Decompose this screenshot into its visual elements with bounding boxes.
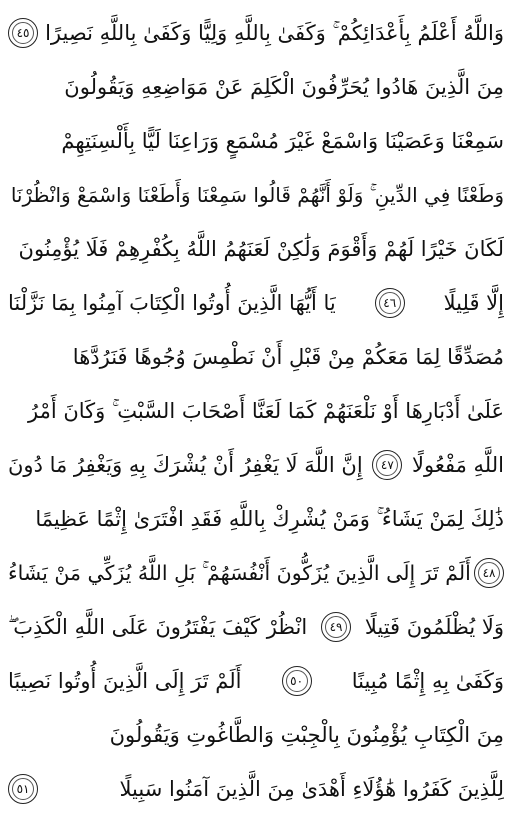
verse-line: [8, 168, 504, 222]
verse-text: أَلَمْ تَرَ إِلَى الَّذِينَ يُزَكُّونَ أَنْفُسَهُمْ ۚ بَلِ اللَّهُ يُزَكِّي مَنْ يَشَاءُ: [8, 560, 471, 585]
ayah-number-marker: ٥٠: [282, 666, 312, 696]
verse-line: [8, 600, 504, 654]
verse-line: [8, 708, 504, 762]
verse-line: [8, 384, 504, 438]
verse-text: لَكَانَ خَيْرًا لَهُمْ وَأَقْوَمَ وَلَٰكِنْ لَعَنَهُمُ اللَّهُ بِكُفْرِهِمْ فَلَا يُؤْمِنُونَ: [18, 237, 504, 261]
verse-line: [8, 762, 504, 816]
verse-lines: [8, 6, 504, 816]
verse-line: [8, 114, 504, 168]
verse-line: [8, 546, 504, 600]
ayah-number-marker: ٤٥: [8, 18, 38, 48]
verse-text: مِنَ الَّذِينَ هَادُوا يُحَرِّفُونَ الْكَلِمَ عَنْ مَوَاضِعِهِ وَيَقُولُونَ: [64, 75, 504, 99]
verse-text: يَا أَيُّهَا الَّذِينَ أُوتُوا الْكِتَابَ آمِنُوا بِمَا نَزَّلْنَا: [8, 291, 336, 315]
verse-text: وَكَفَىٰ بِهِ إِثْمًا مُبِينًا: [351, 669, 504, 693]
verse-line: [8, 492, 504, 546]
verse-line: [8, 330, 504, 384]
verse-text: ذَٰلِكَ لِمَنْ يَشَاءُ ۚ وَمَنْ يُشْرِكْ بِاللَّهِ فَقَدِ افْتَرَىٰ إِثْمًا عَظِيمًا: [35, 506, 504, 531]
verse-text: إِنَّ اللَّهَ لَا يَغْفِرُ أَنْ يُشْرَكَ بِهِ وَيَغْفِرُ مَا دُونَ: [8, 453, 363, 477]
verse-text: عَلَىٰ أَدْبَارِهَا أَوْ نَلْعَنَهُمْ كَمَا لَعَنَّا أَصْحَابَ السَّبْتِ ۚ وَكَانَ أَمْرُ: [28, 398, 504, 423]
verse-line: [8, 6, 504, 60]
verse-text: سَمِعْنَا وَعَصَيْنَا وَاسْمَعْ غَيْرَ مُسْمَعٍ وَرَاعِنَا لَيًّا بِأَلْسِنَتِهِمْ: [61, 129, 504, 153]
verse-text: وَطَعْنًا فِي الدِّينِ ۚ وَلَوْ أَنَّهُمْ قَالُوا سَمِعْنَا وَأَطَعْنَا وَاسْمَعْ وَانْظُرْنَا: [10, 183, 504, 207]
verse-text: وَلَا يُظْلَمُونَ فَتِيلًا: [364, 615, 504, 639]
verse-text: مُصَدِّقًا لِمَا مَعَكُمْ مِنْ قَبْلِ أَنْ نَطْمِسَ وُجُوهًا فَنَرُدَّهَا: [72, 345, 504, 369]
verse-text: انْظُرْ كَيْفَ يَفْتَرُونَ عَلَى اللَّهِ الْكَذِبَ ۖ: [8, 614, 308, 639]
ayah-number-marker: ٥١: [8, 774, 38, 804]
verse-line: [8, 222, 504, 276]
verse-text: مِنَ الْكِتَابِ يُؤْمِنُونَ بِالْجِبْتِ وَالطَّاغُوتِ وَيَقُولُونَ: [109, 723, 504, 747]
ayah-number-marker: ٤٧: [372, 450, 402, 480]
verse-line: [8, 276, 504, 330]
verse-line: [8, 654, 504, 708]
verse-text: اللَّهِ مَفْعُولًا: [412, 453, 504, 477]
ayah-number-marker: ٤٩: [321, 612, 351, 642]
verse-text: إِلَّا قَلِيلًا: [443, 291, 504, 315]
ayah-number-marker: ٤٨: [474, 558, 504, 588]
verse-text: لِلَّذِينَ كَفَرُوا هَٰؤُلَاءِ أَهْدَىٰ مِنَ الَّذِينَ آمَنُوا سَبِيلًا: [119, 777, 504, 801]
verse-text: وَاللَّهُ أَعْلَمُ بِأَعْدَائِكُمْ ۚ وَكَفَىٰ بِاللَّهِ وَلِيًّا وَكَفَىٰ بِاللَّهِ نَصِيرًا: [45, 20, 504, 45]
verse-line: [8, 438, 504, 492]
verse-line: [8, 60, 504, 114]
verse-text: أَلَمْ تَرَ إِلَى الَّذِينَ أُوتُوا نَصِيبًا: [8, 669, 242, 693]
ayah-number-marker: ٤٦: [375, 288, 405, 318]
